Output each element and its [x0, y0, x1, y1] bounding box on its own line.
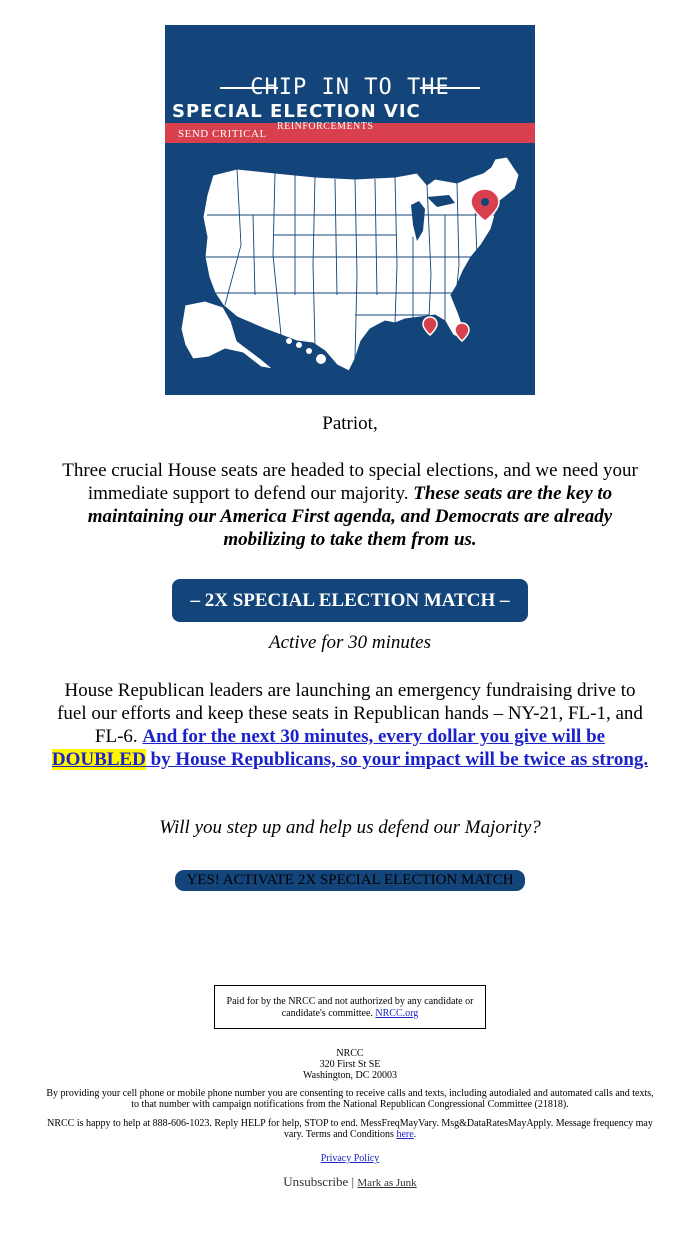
address-org: NRCC: [336, 1048, 364, 1059]
donate-link-text-2: by House Republicans, so your impact will be twice as strong.: [150, 749, 649, 770]
intro-emphasis: These seats are the key to maintaining our America First agenda, and Democrats are already mobilizing to take them from us.: [87, 483, 613, 550]
unsubscribe-row: [0, 1174, 700, 1190]
match-button[interactable]: – 2X SPECIAL ELECTION MATCH –: [172, 579, 528, 622]
privacy-row: [45, 1153, 655, 1164]
sms-consent-text: By providing your cell phone or mobile phone number you are consenting to receive calls and texts, including autodialed and automated calls and texts, to that number with campaign notifications from the National Republican Congressional Committee (21818).: [46, 1088, 654, 1110]
donate-link[interactable]: [52, 726, 648, 770]
body-paragraph: [50, 679, 650, 771]
intro-paragraph: [50, 459, 650, 551]
hero-subheadline: SPECIAL ELECTION VIC: [172, 101, 421, 122]
unsubscribe-link[interactable]: Unsubscribe: [283, 1174, 349, 1189]
doubled-highlight: DOUBLED: [51, 749, 146, 770]
hero-band-text-right: REINFORCEMENTS: [277, 121, 374, 132]
question-text: Will you step up and help us defend our Majority?: [159, 817, 541, 838]
donate-link-text-1: And for the next 30 minutes, every dollar you give will be: [142, 726, 606, 747]
nrcc-link[interactable]: NRCC.org: [375, 1008, 419, 1019]
us-map-illustration: [165, 145, 535, 395]
body-text: House Republican leaders are launching an emergency fundraising drive to fuel our efforts and keep these seats in Republican hands – NY-21, FL-1, and FL-6.: [57, 680, 643, 747]
mark-as-junk-link[interactable]: Mark as Junk: [357, 1177, 417, 1189]
intro-text: Three crucial House seats are headed to special elections, and we need your immediate support to defend our majority.: [62, 460, 638, 504]
hero-band-text-left: SEND CRITICAL: [178, 128, 267, 140]
mailing-address: [45, 1048, 655, 1081]
greeting: Patriot,: [322, 413, 378, 434]
address-street: 320 First St SE: [319, 1059, 381, 1070]
terms-link[interactable]: here: [396, 1129, 414, 1140]
help-text: NRCC is happy to help at 888-606-1023. Reply HELP for help, STOP to end. MessFreqMayVary. Msg&DataRatesMayApply. Message frequency may vary. Terms and Conditions here.: [47, 1118, 653, 1140]
privacy-policy-link[interactable]: Privacy Policy: [320, 1153, 380, 1164]
separator: |: [351, 1174, 355, 1189]
disclaimer-text: Paid for by the NRCC and not authorized by any candidate or candidate's committee.: [226, 996, 474, 1019]
help-body: NRCC is happy to help at 888-606-1023. Reply HELP for help, STOP to end. MessFreqMayVary. Msg&DataRatesMayApply. Message frequency may vary. Terms and Conditions: [47, 1118, 653, 1140]
hero-headline: CHIP IN TO THE: [250, 75, 450, 100]
address-city: Washington, DC 20003: [303, 1070, 397, 1081]
active-note: Active for 30 minutes: [269, 632, 431, 653]
map-pin-icon: [481, 198, 489, 206]
paid-for-disclaimer: [214, 985, 486, 1029]
hero-banner-image[interactable]: [165, 25, 535, 395]
activate-match-button[interactable]: YES! ACTIVATE 2X SPECIAL ELECTION MATCH: [175, 870, 525, 891]
